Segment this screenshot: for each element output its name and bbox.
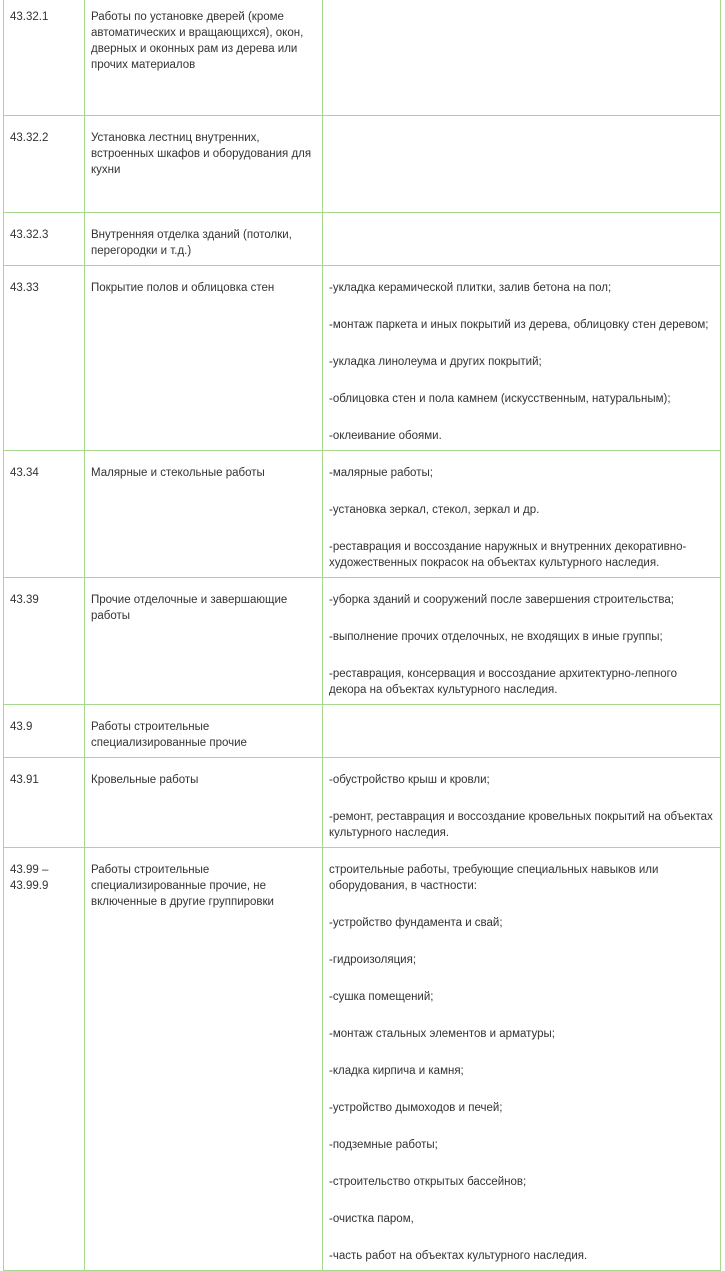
description-line: -кладка кирпича и камня; — [329, 1065, 464, 1077]
okved-code-cell: 43.32.1 — [4, 0, 85, 116]
description-line: строительные работы, требующие специальных навыков или оборудования, в частности: — [329, 864, 659, 892]
activity-description-cell — [323, 705, 721, 758]
description-line: -очистка паром, — [329, 1213, 414, 1225]
description-line: -часть работ на объектах культурного наследия. — [329, 1250, 588, 1262]
okved-code-cell: 43.9 — [4, 705, 85, 758]
description-line: -малярные работы; — [329, 467, 433, 479]
table-row — [4, 705, 721, 758]
okved-table — [3, 0, 721, 1271]
activity-description-cell — [323, 213, 721, 266]
okved-code-cell: 43.39 — [4, 578, 85, 705]
activity-description-cell — [323, 451, 721, 578]
description-line: -выполнение прочих отделочных, не входящих в иные группы; — [329, 631, 663, 643]
description-line: -реставрация, консервация и воссоздание архитектурно-лепного декора на объектах культурного наследия. — [329, 668, 678, 696]
description-line: -гидроизоляция; — [329, 954, 417, 966]
table-row — [4, 0, 721, 116]
okved-code-cell: 43.34 — [4, 451, 85, 578]
activity-description-cell — [323, 758, 721, 848]
description-line: -обустройство крыш и кровли; — [329, 774, 490, 786]
activity-name-cell: Прочие отделочные и завершающие работы — [85, 578, 323, 705]
description-line: -сушка помещений; — [329, 991, 434, 1003]
table-row — [4, 451, 721, 578]
description-line: -ремонт, реставрация и воссоздание кровельных покрытий на объектах культурного наследия. — [329, 811, 713, 839]
description-line: -реставрация и воссоздание наружных и внутренних декоративно-художественных покрасок на объектах культурного наследия. — [329, 541, 687, 569]
table-row — [4, 266, 721, 451]
description-line: -монтаж паркета и иных покрытий из дерева, облицовку стен деревом; — [329, 319, 709, 331]
table-row — [4, 116, 721, 213]
description-line: -подземные работы; — [329, 1139, 438, 1151]
description-line: -оклеивание обоями. — [329, 430, 442, 442]
activity-name-cell: Работы по установке дверей (кроме автоматических и вращающихся), окон, дверных и оконных рам из дерева или прочих материалов — [85, 0, 323, 116]
description-line: -устройство дымоходов и печей; — [329, 1102, 503, 1114]
activity-name-cell: Покрытие полов и облицовка стен — [85, 266, 323, 451]
activity-name-cell: Работы строительные специализированные прочие, не включенные в другие группировки — [85, 848, 323, 1271]
table-row — [4, 578, 721, 705]
activity-description-cell — [323, 116, 721, 213]
description-line: -устройство фундамента и свай; — [329, 917, 503, 929]
table-row — [4, 213, 721, 266]
table-row — [4, 758, 721, 848]
description-line: -установка зеркал, стекол, зеркал и др. — [329, 504, 540, 516]
activity-description-cell — [323, 0, 721, 116]
description-line: -уборка зданий и сооружений после завершения строительства; — [329, 594, 675, 606]
table-row — [4, 848, 721, 1271]
okved-code-cell: 43.32.3 — [4, 213, 85, 266]
okved-table-body — [4, 0, 721, 1271]
activity-name-cell: Установка лестниц внутренних, встроенных шкафов и оборудования для кухни — [85, 116, 323, 213]
activity-description-cell — [323, 578, 721, 705]
activity-description-cell — [323, 266, 721, 451]
description-line: -монтаж стальных элементов и арматуры; — [329, 1028, 555, 1040]
activity-name-cell: Работы строительные специализированные прочие — [85, 705, 323, 758]
description-line: -укладка линолеума и других покрытий; — [329, 356, 542, 368]
okved-code-cell: 43.99 – 43.99.9 — [4, 848, 85, 1271]
okved-code-cell: 43.33 — [4, 266, 85, 451]
activity-description-cell — [323, 848, 721, 1271]
okved-code-cell: 43.32.2 — [4, 116, 85, 213]
activity-name-cell: Кровельные работы — [85, 758, 323, 848]
description-line: -строительство открытых бассейнов; — [329, 1176, 527, 1188]
activity-name-cell: Малярные и стекольные работы — [85, 451, 323, 578]
activity-name-cell: Внутренняя отделка зданий (потолки, перегородки и т.д.) — [85, 213, 323, 266]
description-line: -облицовка стен и пола камнем (искусственным, натуральным); — [329, 393, 671, 405]
description-line: -укладка керамической плитки, залив бетона на пол; — [329, 282, 612, 294]
okved-code-cell: 43.91 — [4, 758, 85, 848]
